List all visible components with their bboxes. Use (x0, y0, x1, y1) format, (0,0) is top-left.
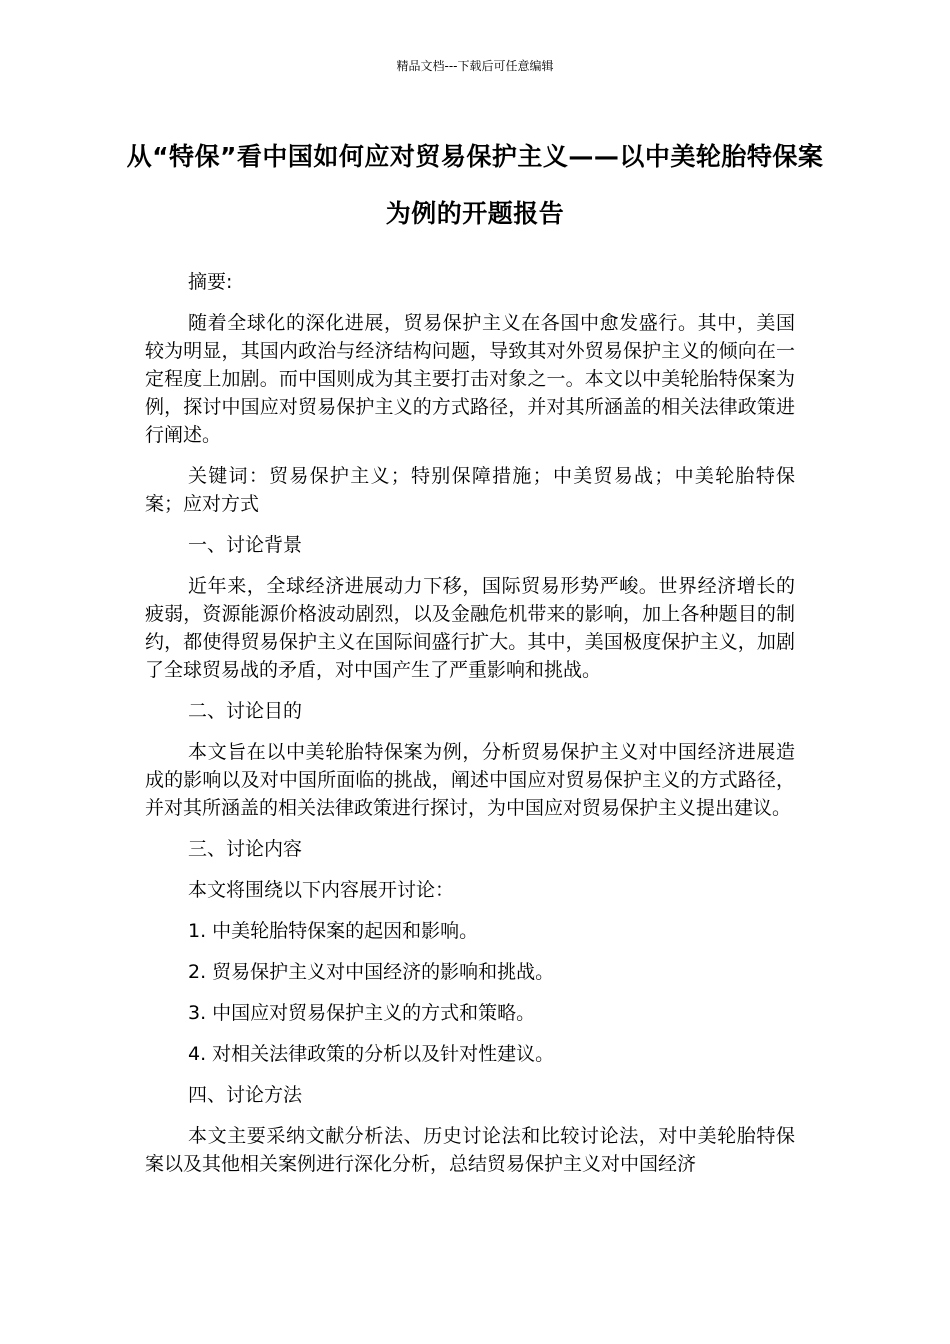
content-list-item: 1. 中美轮胎特保案的起因和影响。 (188, 920, 479, 942)
abstract-label: 摘要: (188, 271, 233, 293)
document-body (145, 268, 795, 1191)
header-note: 精品文档---下载后可任意编辑 (396, 59, 554, 73)
keywords: 关键词：贸易保护主义；特别保障措施；中美贸易战；中美轮胎特保案；应对方式 (145, 465, 795, 515)
section-text-purpose: 本文旨在以中美轮胎特保案为例，分析贸易保护主义对中国经济进展造成的影响以及对中国所面临的挑战，阐述中国应对贸易保护主义的方式路径，并对其所涵盖的相关法律政策进行探讨，为中国应对贸易保护主义提出建议。 (145, 741, 795, 819)
section-heading-purpose: 二、讨论目的 (188, 700, 303, 722)
section-text-content: 本文将围绕以下内容展开讨论： (188, 879, 455, 901)
content-list-item: 3. 中国应对贸易保护主义的方式和策略。 (188, 1002, 536, 1024)
section-heading-background: 一、讨论背景 (188, 534, 303, 556)
section-heading-content: 三、讨论内容 (188, 838, 303, 860)
content-list-item: 2. 贸易保护主义对中国经济的影响和挑战。 (188, 961, 555, 983)
section-text-method: 本文主要采纳文献分析法、历史讨论法和比较讨论法，对中美轮胎特保案以及其他相关案例进行深化分析，总结贸易保护主义对中国经济 (145, 1125, 795, 1175)
content-list-item: 4. 对相关法律政策的分析以及针对性建议。 (188, 1043, 555, 1065)
section-heading-method: 四、讨论方法 (188, 1084, 303, 1106)
abstract-text: 随着全球化的深化进展，贸易保护主义在各国中愈发盛行。其中，美国较为明显，其国内政治与经济结构问题，导致其对外贸易保护主义的倾向在一定程度上加剧。而中国则成为其主要打击对象之一。本文以中美轮胎特保案为例，探讨中国应对贸易保护主义的方式路径，并对其所涵盖的相关法律政策进行阐述。 (145, 312, 795, 446)
section-text-background: 近年来，全球经济进展动力下移，国际贸易形势严峻。世界经济增长的疲弱，资源能源价格波动剧烈，以及金融危机带来的影响，加上各种题目的制约，都使得贸易保护主义在国际间盛行扩大。其中，美国极度保护主义，加剧了全球贸易战的矛盾，对中国产生了严重影响和挑战。 (145, 575, 795, 681)
document-title: 从“特保”看中国如何应对贸易保护主义——以中美轮胎特保案为例的开题报告 (126, 142, 824, 228)
